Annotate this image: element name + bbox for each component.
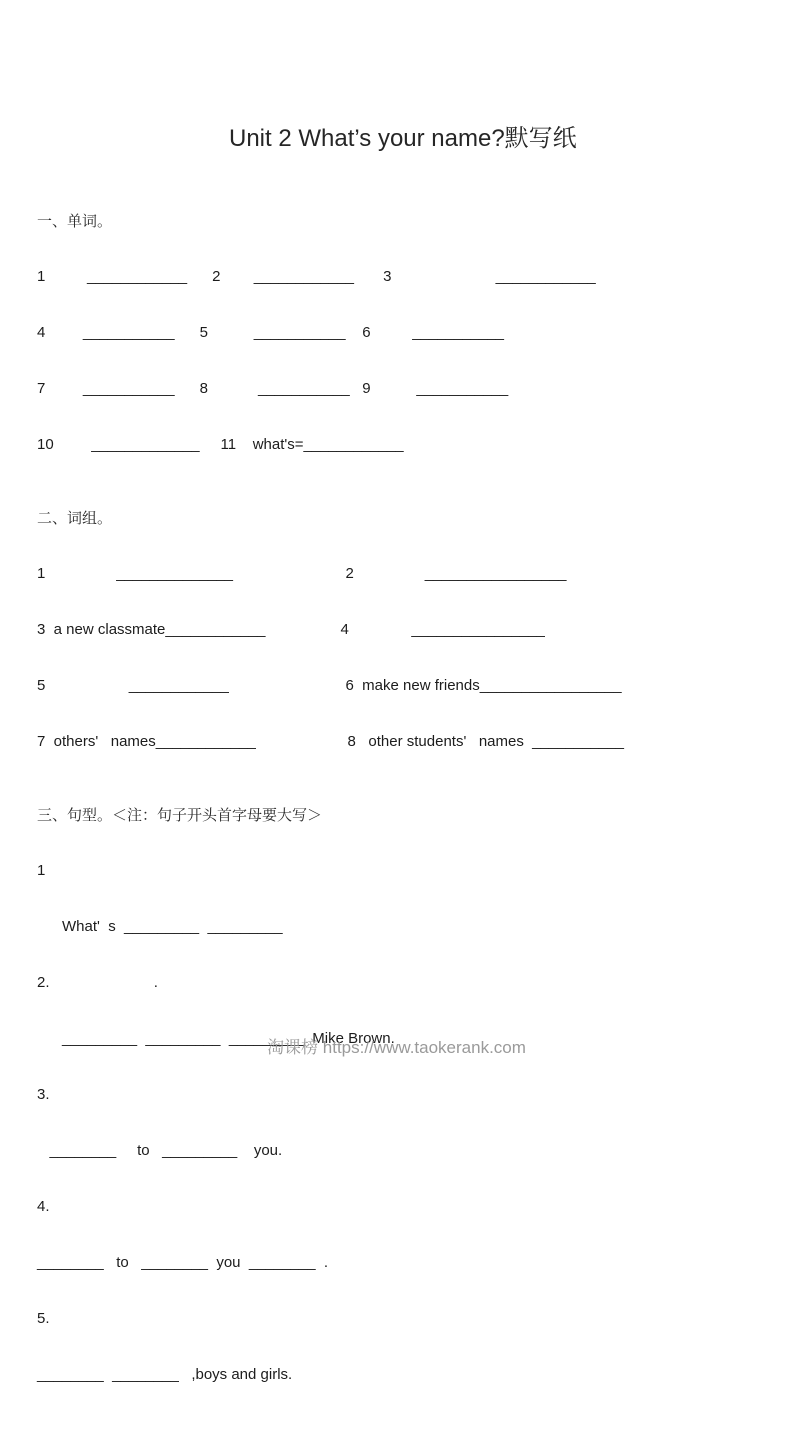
phrases-line-2: 3 a new classmate____________ 4 ________________	[37, 621, 545, 638]
words-line-1: 1 ____________ 2 ____________ 3 ____________	[37, 268, 596, 285]
sentences-line-2: What' s _________ _________	[37, 918, 283, 935]
sentences-line-10: ________ ________ ,boys and girls.	[37, 1366, 293, 1383]
words-line-4: 10 _____________ 11 what's=____________	[37, 436, 404, 453]
phrases-line-1: 1 ______________ 2 _________________	[37, 565, 567, 582]
sentences-line-3: 2. .	[37, 974, 158, 991]
phrases-line-4: 7 others' names____________ 8 other students' names ___________	[37, 733, 624, 750]
page-title: Unit 2 What’s your name?默写纸	[229, 125, 577, 152]
section-words-heading: 一、单词。	[37, 212, 113, 230]
phrases-line-3: 5 ____________ 6 make new friends_________________	[37, 677, 622, 694]
sentences-line-6: ________ to _________ you.	[37, 1142, 283, 1159]
sentences-line-8: ________ to ________ you ________ .	[37, 1254, 329, 1271]
watermark-footer: 淘课榜 https://www.taokerank.com	[267, 1038, 526, 1057]
sentences-line-4: _________ _________ _________ Mike Brown.	[37, 1030, 395, 1047]
worksheet-content	[37, 72, 773, 1437]
sentences-line-7: 4.	[37, 1198, 50, 1215]
sentences-line-5: 3.	[37, 1086, 50, 1103]
section-phrases-heading: 二、词组。	[37, 509, 113, 527]
words-line-2: 4 ___________ 5 ___________ 6 ___________	[37, 324, 505, 341]
sentences-line-9: 5.	[37, 1310, 50, 1327]
words-line-3: 7 ___________ 8 ___________ 9 ___________	[37, 380, 509, 397]
section-sentences-heading: 三、句型。＜注：句子开头首字母要大写＞	[37, 806, 323, 824]
sentences-line-1: 1	[37, 862, 46, 879]
